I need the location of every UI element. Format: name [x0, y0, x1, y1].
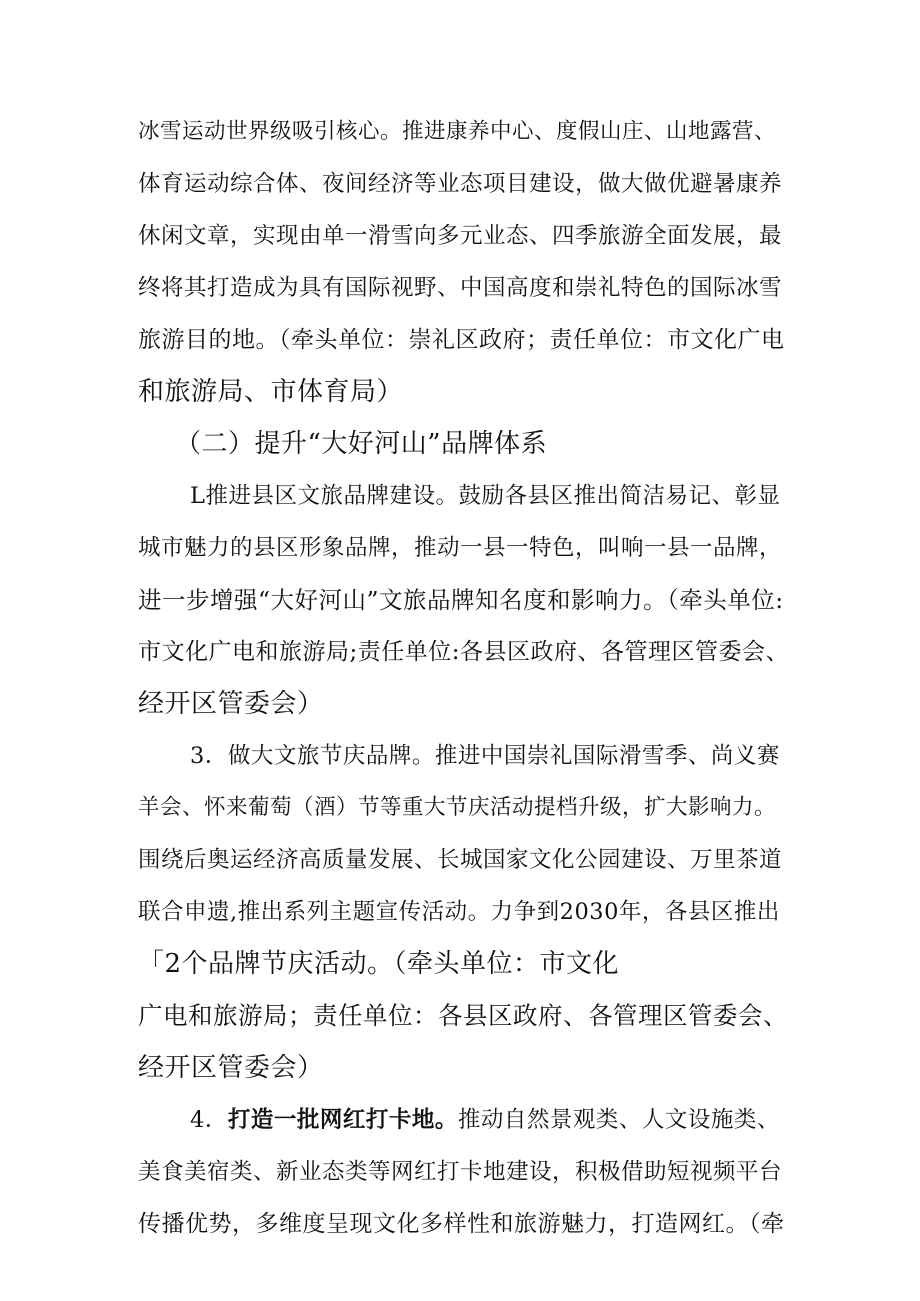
paragraph-line: 旅游目的地。（牵头单位：崇礼区政府；责任单位：市文化广电 [138, 327, 785, 353]
paragraph-line: 冰雪运动世界级吸引核心。推进康养中心、度假山庄、山地露营、 [138, 119, 777, 144]
paragraph-line: 羊会、怀来葡萄（酒）节等重大节庆活动提档升级，扩大影响力。 [138, 795, 777, 820]
item-4-bold-title: 打造一批网红打卡地。 [227, 1107, 458, 1133]
paragraph-line: 体育运动综合体、夜间经济等业态项目建设，做大做优避暑康养 [138, 171, 783, 197]
paragraph-line: 「2个品牌节庆活动。（牵头单位：市文化 [138, 949, 620, 979]
paragraph-line: 市文化广电和旅游局;责任单位:各县区政府、各管理区管委会、 [138, 639, 789, 665]
paragraph-line: 围绕后奥运经济高质量发展、长城国家文化公园建设、万里茶道 [138, 847, 783, 873]
paragraph-line: 经开区管委会） [138, 689, 324, 719]
item-4-first-line [190, 1103, 780, 1137]
paragraph-line: 美食美宿类、新业态类等网红打卡地建设，积极借助短视频平台 [138, 1159, 783, 1185]
paragraph-line: 经开区管委会） [138, 1053, 324, 1083]
paragraph-line: 终将其打造成为具有国际视野、中国高度和崇礼特色的国际冰雪 [138, 275, 783, 301]
paragraph-line: 进一步增强“大好河山”文旅品牌知名度和影响力。（牵头单位: [138, 586, 784, 614]
section-heading: （二）提升“大好河山”品牌体系 [175, 429, 548, 459]
item-1-first-line: L推进县区文旅品牌建设。鼓励各县区推出简洁易记、彰显 [190, 483, 781, 509]
paragraph-line: 城市魅力的县区形象品牌，推动一县一特色，叫响一县一品牌， [138, 535, 783, 561]
item-4-number: 4． [190, 1107, 228, 1133]
paragraph-line: 广电和旅游局；责任单位：各县区政府、各管理区管委会、 [138, 1001, 788, 1030]
item-3-first-line: 3．做大文旅节庆品牌。推进中国崇礼国际滑雪季、尚义赛 [190, 743, 780, 769]
item-4-text: 推动自然景观类、人文设施类、 [457, 1107, 780, 1133]
paragraph-line: 和旅游局、市体育局） [138, 377, 404, 407]
paragraph-line: 传播优势，多维度呈现文化多样性和旅游魅力，打造网红。（牵 [138, 1211, 785, 1237]
paragraph-line: 联合申遗,推出系列主题宣传活动。力争到2030年，各县区推出 [138, 899, 780, 925]
paragraph-line: 休闲文章，实现由单一滑雪向多元业态、四季旅游全面发展，最 [138, 223, 783, 249]
